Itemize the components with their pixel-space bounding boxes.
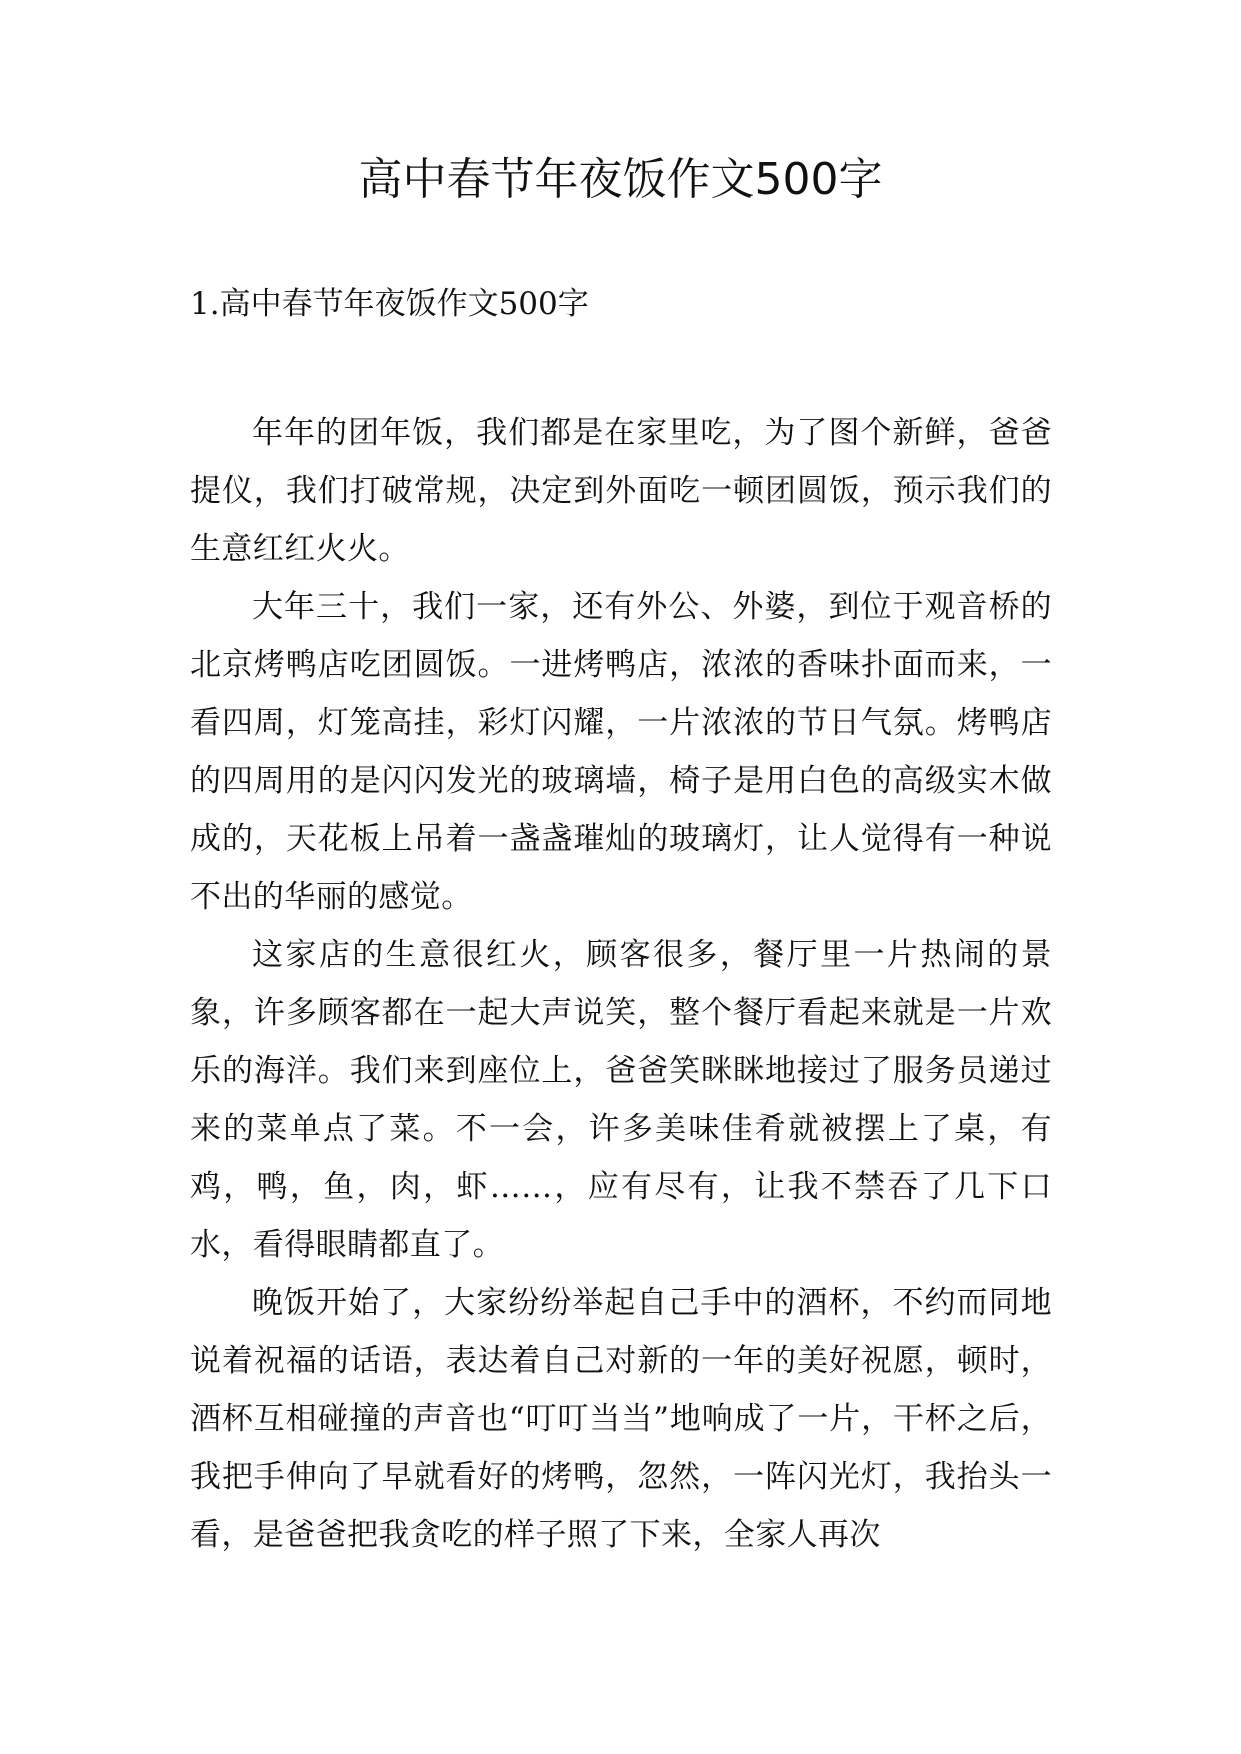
section-heading: 1.高中春节年夜饭作文500字	[190, 286, 589, 322]
paragraph: 年年的团年饭，我们都是在家里吃，为了图个新鲜，爸爸提仪，我们打破常规，决定到外面吃一顿团圆饭，预示我们的生意红红火火。	[190, 415, 1052, 567]
paragraph: 这家店的生意很红火，顾客很多，餐厅里一片热闹的景象，许多顾客都在一起大声说笑，整个餐厅看起来就是一片欢乐的海洋。我们来到座位上，爸爸笑眯眯地接过了服务员递过来的菜单点了菜。不一会，许多美味佳肴就被摆上了桌，有鸡，鸭，鱼，肉，虾……，应有尽有，让我不禁吞了几下口水，看得眼睛都直了。	[190, 937, 1052, 1263]
paragraph: 晚饭开始了，大家纷纷举起自己手中的酒杯，不约而同地说着祝福的话语，表达着自己对新的一年的美好祝愿，顿时，酒杯互相碰撞的声音也“叮叮当当”地响成了一片，干杯之后，我把手伸向了早就看好的烤鸭，忽然，一阵闪光灯，我抬头一看，是爸爸把我贪吃的样子照了下来，全家人再次	[190, 1285, 1052, 1553]
paragraph: 大年三十，我们一家，还有外公、外婆，到位于观音桥的北京烤鸭店吃团圆饭。一进烤鸭店，浓浓的香味扑面而来，一看四周，灯笼高挂，彩灯闪耀，一片浓浓的节日气氛。烤鸭店的四周用的是闪闪发光的玻璃墙，椅子是用白色的高级实木做成的，天花板上吊着一盏盏璀灿的玻璃灯，让人觉得有一种说不出的华丽的感觉。	[190, 589, 1052, 915]
document-title: 高中春节年夜饭作文500字	[358, 154, 883, 205]
essay-body	[190, 404, 1052, 1564]
